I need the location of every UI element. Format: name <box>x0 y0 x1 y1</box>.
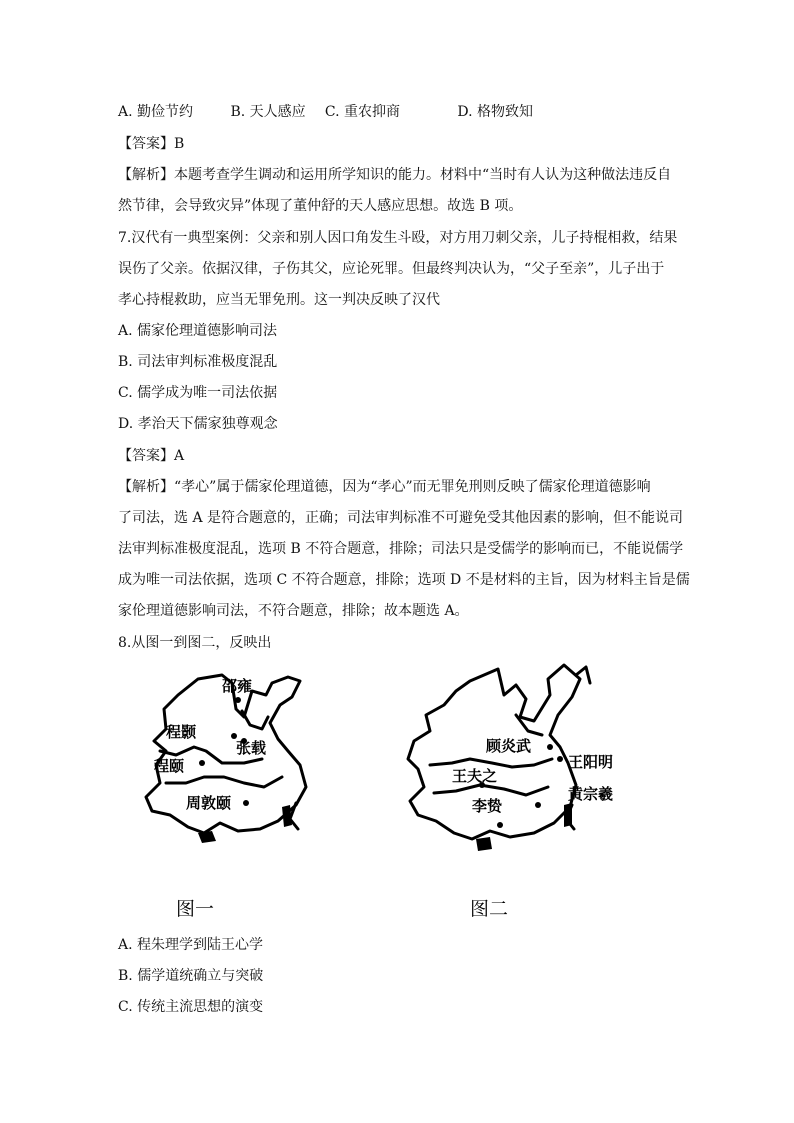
map1-label-zhangzai: 张载 <box>236 739 267 757</box>
q7-analysis-line: 家伦理道德影响司法，不符合题意，排除；故本题选 A。 <box>118 603 469 619</box>
map2-label-lizhi: 李贽 <box>472 797 503 815</box>
map1-label-chengyi: 程颐 <box>154 757 185 775</box>
q7-analysis-line: 法审判标准极度混乱，选项 B 不符合题意，排除；司法只是受儒学的影响而已，不能说儒学 <box>118 541 684 557</box>
q7-option-d: D. 孝治天下儒家独尊观念 <box>118 416 278 432</box>
q6-option-d: D. 格物致知 <box>457 104 533 120</box>
q6-answer: 【答案】B <box>118 136 185 152</box>
q7-option-b: B. 司法审判标准极度混乱 <box>118 354 278 370</box>
q8-option-c: C. 传统主流思想的演变 <box>118 999 264 1015</box>
q6-option-c: C. 重农抑商 <box>324 104 401 120</box>
q7-analysis-line: 成为唯一司法依据，选项 C 不符合题意，排除；选项 D 不是材料的主旨，因为材料主旨是儒 <box>118 572 690 588</box>
map1-label-shaoyong: 邵雍 <box>222 677 253 695</box>
q7-analysis-line: 【解析】“孝心”属于儒家伦理道德，因为“孝心”而无罪免刑则反映了儒家伦理道德影响 <box>118 479 651 495</box>
map-1 <box>140 665 320 845</box>
q6-options <box>118 102 533 122</box>
q8-option-a: A. 程朱理学到陆王心学 <box>118 937 264 953</box>
map2-label-wangfuzhi: 王夫之 <box>452 767 498 785</box>
q8-option-b: B. 儒学道统确立与突破 <box>118 968 264 984</box>
q8-stem: 8.从图一到图二，反映出 <box>118 635 272 651</box>
q7-option-a: A. 儒家伦理道德影响司法 <box>118 323 278 339</box>
q6-analysis-line: 【解析】本题考查学生调动和运用所学知识的能力。材料中“当时有人认为这种做法违反自 <box>118 167 672 183</box>
map2-label-huangzongxi: 黄宗羲 <box>568 785 614 803</box>
map1-label-zhoudunyi: 周敦颐 <box>186 794 232 812</box>
q7-stem-line: 孝心持棍救助，应当无罪免刑。这一判决反映了汉代 <box>118 292 440 308</box>
q6-option-a: A. 勤俭节约 <box>118 104 194 120</box>
q7-option-c: C. 儒学成为唯一司法依据 <box>118 385 278 401</box>
map-2 <box>400 655 635 855</box>
q7-analysis-line: 了司法，选 A 是符合题意的，正确；司法审判标准不可避免受其他因素的影响，但不能说司 <box>118 510 684 526</box>
q7-stem-line: 7.汉代有一典型案例：父亲和别人因口角发生斗殴，对方用刀刺父亲，儿子持棍相救，结果 <box>118 230 678 246</box>
q6-option-b: B. 天人感应 <box>230 104 306 120</box>
q7-answer: 【答案】A <box>118 448 185 464</box>
map1-caption: 图一 <box>176 898 215 920</box>
map2-caption: 图二 <box>470 898 509 920</box>
q6-analysis-line: 然节律，会导致灾异”体现了董仲舒的天人感应思想。故选 B 项。 <box>118 198 523 214</box>
map2-label-guyanwu: 顾炎武 <box>486 737 532 755</box>
q7-stem-line: 误伤了父亲。依据汉律，子伤其父，应论死罪。但最终判决认为，“父子至亲”，儿子出于 <box>118 261 665 277</box>
map2-label-wangyangming: 王阳明 <box>568 753 614 771</box>
map1-label-chenghao: 程颢 <box>166 723 197 741</box>
